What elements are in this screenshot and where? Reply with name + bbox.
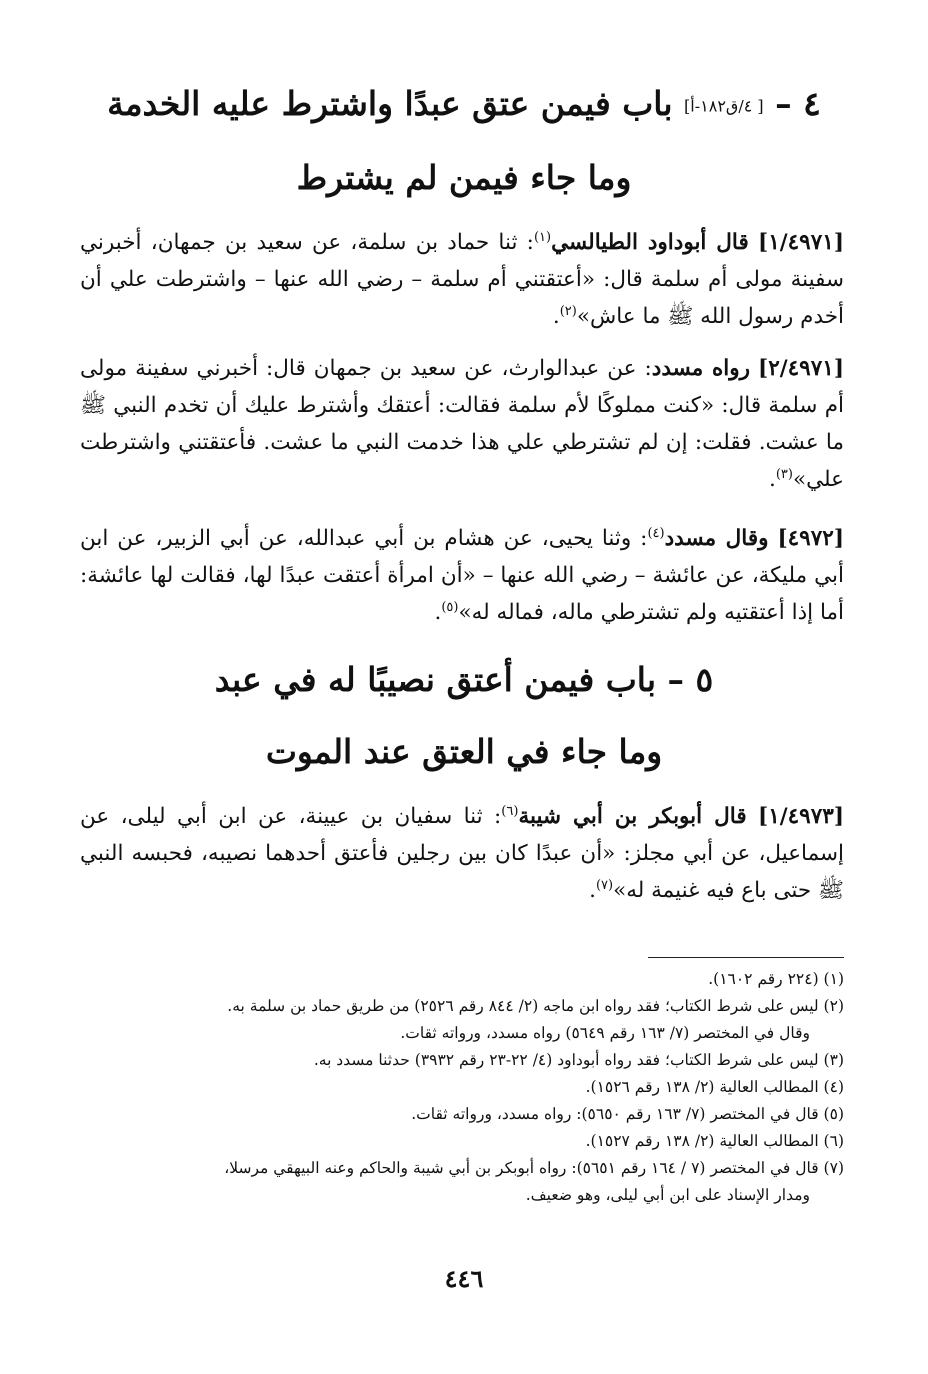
footnote-6: (٦) المطالب العالية (٢/ ١٣٨ رقم ١٥٢٧). [585,1132,844,1150]
chapter-4-manuscript-ref: [ ٤/ق١٨٢-أ] [684,96,764,116]
hadith-paragraph-1 [80,224,844,335]
hadith-2-end: . [768,467,776,492]
hadith-paragraph-3 [80,520,844,631]
hadith-2-ref: [٢/٤٩٧١] [758,356,844,381]
chapter-5-title: باب فيمن أعتق نصيبًا له في عبد [214,660,657,699]
hadith-1-end: . [552,304,560,329]
hadith-1-text: : ثنا حماد بن سلمة، عن سعيد بن جمهان، أخبرني سفينة مولى أم سلمة قال: «أعتقتني أم سلمة – رضي الله عنها – واشترطت علي أن أخدم رسول الله ﷺ ما عاش» [80,230,844,329]
hadith-3-source: وقال مسدد [664,526,769,551]
hadith-4-ref: [١/٤٩٧٣] [758,804,844,829]
hadith-1-source: قال أبوداود الطيالسي [551,230,749,255]
hadith-4-text: : ثنا سفيان بن عيينة، عن ابن أبي ليلى، عن إسماعيل، عن أبي مجلز: «أن عبدًا كان بين رجلين فأعتق أحدهما نصيبه، فحبسه النبي ﷺ حتى باع فيه غنيمة له» [80,804,844,903]
hadith-3-ref: [٤٩٧٢] [777,526,845,551]
chapter-4-title: باب فيمن عتق عبدًا واشترط عليه الخدمة [107,84,673,123]
page-number: ٤٤٦ [444,1264,484,1293]
chapter-4-number: ٤ [803,84,821,123]
hadith-3-end: . [434,600,442,625]
hadith-paragraph-2 [80,350,844,498]
footnote-5: (٥) قال في المختصر (٧/ ١٦٣ رقم ٥٦٥٠): رواه مسدد، ورواته ثقات. [411,1105,844,1123]
footnote-2-continued: وقال في المختصر (٧/ ١٦٣ رقم ٥٦٤٩) رواه مسدد، ورواته ثقات. [400,1024,810,1042]
hadith-4-end: . [589,878,596,903]
footnote-7-continued: ومدار الإسناد على ابن أبي ليلى، وهو ضعيف. [525,1186,810,1204]
footnote-marker: (٢) [559,303,577,319]
hadith-2-text: : عن عبدالوارث، عن سعيد بن جمهان قال: أخبرني سفينة مولى أم سلمة قال: «كنت مملوكًا لأم سلمة فقالت: أعتقك وأشترط عليك أن تخدم النبي ﷺ ما عشت. فقلت: إن لم تشترطي علي هذا خدمت النبي ما عشت. فأعتقتني واشترطت علي» [80,356,844,492]
footnote-marker: (٦) [501,803,519,819]
footnote-marker: (٧) [595,877,614,893]
hadith-1-ref: [١/٤٩٧١] [758,230,844,255]
footnote-4: (٤) المطالب العالية (٢/ ١٣٨ رقم ١٥٢٦). [585,1078,844,1096]
hadith-paragraph-4 [80,798,844,909]
footnote-divider [648,957,844,958]
footnote-2: (٢) ليس على شرط الكتاب؛ فقد رواه ابن ماجه (٢/ ٨٤٤ رقم ٢٥٢٦) من طريق حماد بن سلمة به. [227,997,844,1015]
footnote-3: (٣) ليس على شرط الكتاب؛ فقد رواه أبوداود (٤/ ٢٢-٢٣ رقم ٣٩٣٢) حدثنا مسدد به. [313,1051,844,1069]
chapter-5-number: ٥ [695,660,714,699]
chapter-4-heading: ٤ – [ ٤/ق١٨٢-أ] باب فيمن عتق عبدًا واشترط عليه الخدمة [107,84,821,123]
footnote-marker: (٥) [441,599,459,615]
hadith-2-source: رواه مسدد [651,356,750,381]
hadith-4-source: قال أبوبكر بن أبي شيبة [518,804,747,829]
footnote-marker: (٣) [775,466,793,482]
chapter-4-subtitle: وما جاء فيمن لم يشترط [296,158,632,197]
chapter-5-subtitle: وما جاء في العتق عند الموت [265,732,663,771]
chapter-5-heading: ٥ – باب فيمن أعتق نصيبًا له في عبد [214,660,714,699]
footnote-7: (٧) قال في المختصر (٧ / ١٦٤ رقم ٥٦٥١): رواه أبوبكر بن أبي شيبة والحاكم وعنه البيهقي مرسلا، [224,1159,844,1177]
hadith-3-text: : وثنا يحيى، عن هشام بن أبي عبدالله، عن أبي الزبير، عن ابن أبي مليكة، عن عائشة – رضي الله عنها – «أن امرأة أعتقت عبدًا لها، فقالت لها عائشة: أما إذا أعتقتيه ولم تشترطي ماله، فماله له» [80,526,844,625]
footnote-marker: (٤) [647,525,665,541]
footnote-1: (١) (٢٢٤ رقم ١٦٠٢). [708,970,844,988]
footnote-marker: (١) [533,229,552,245]
